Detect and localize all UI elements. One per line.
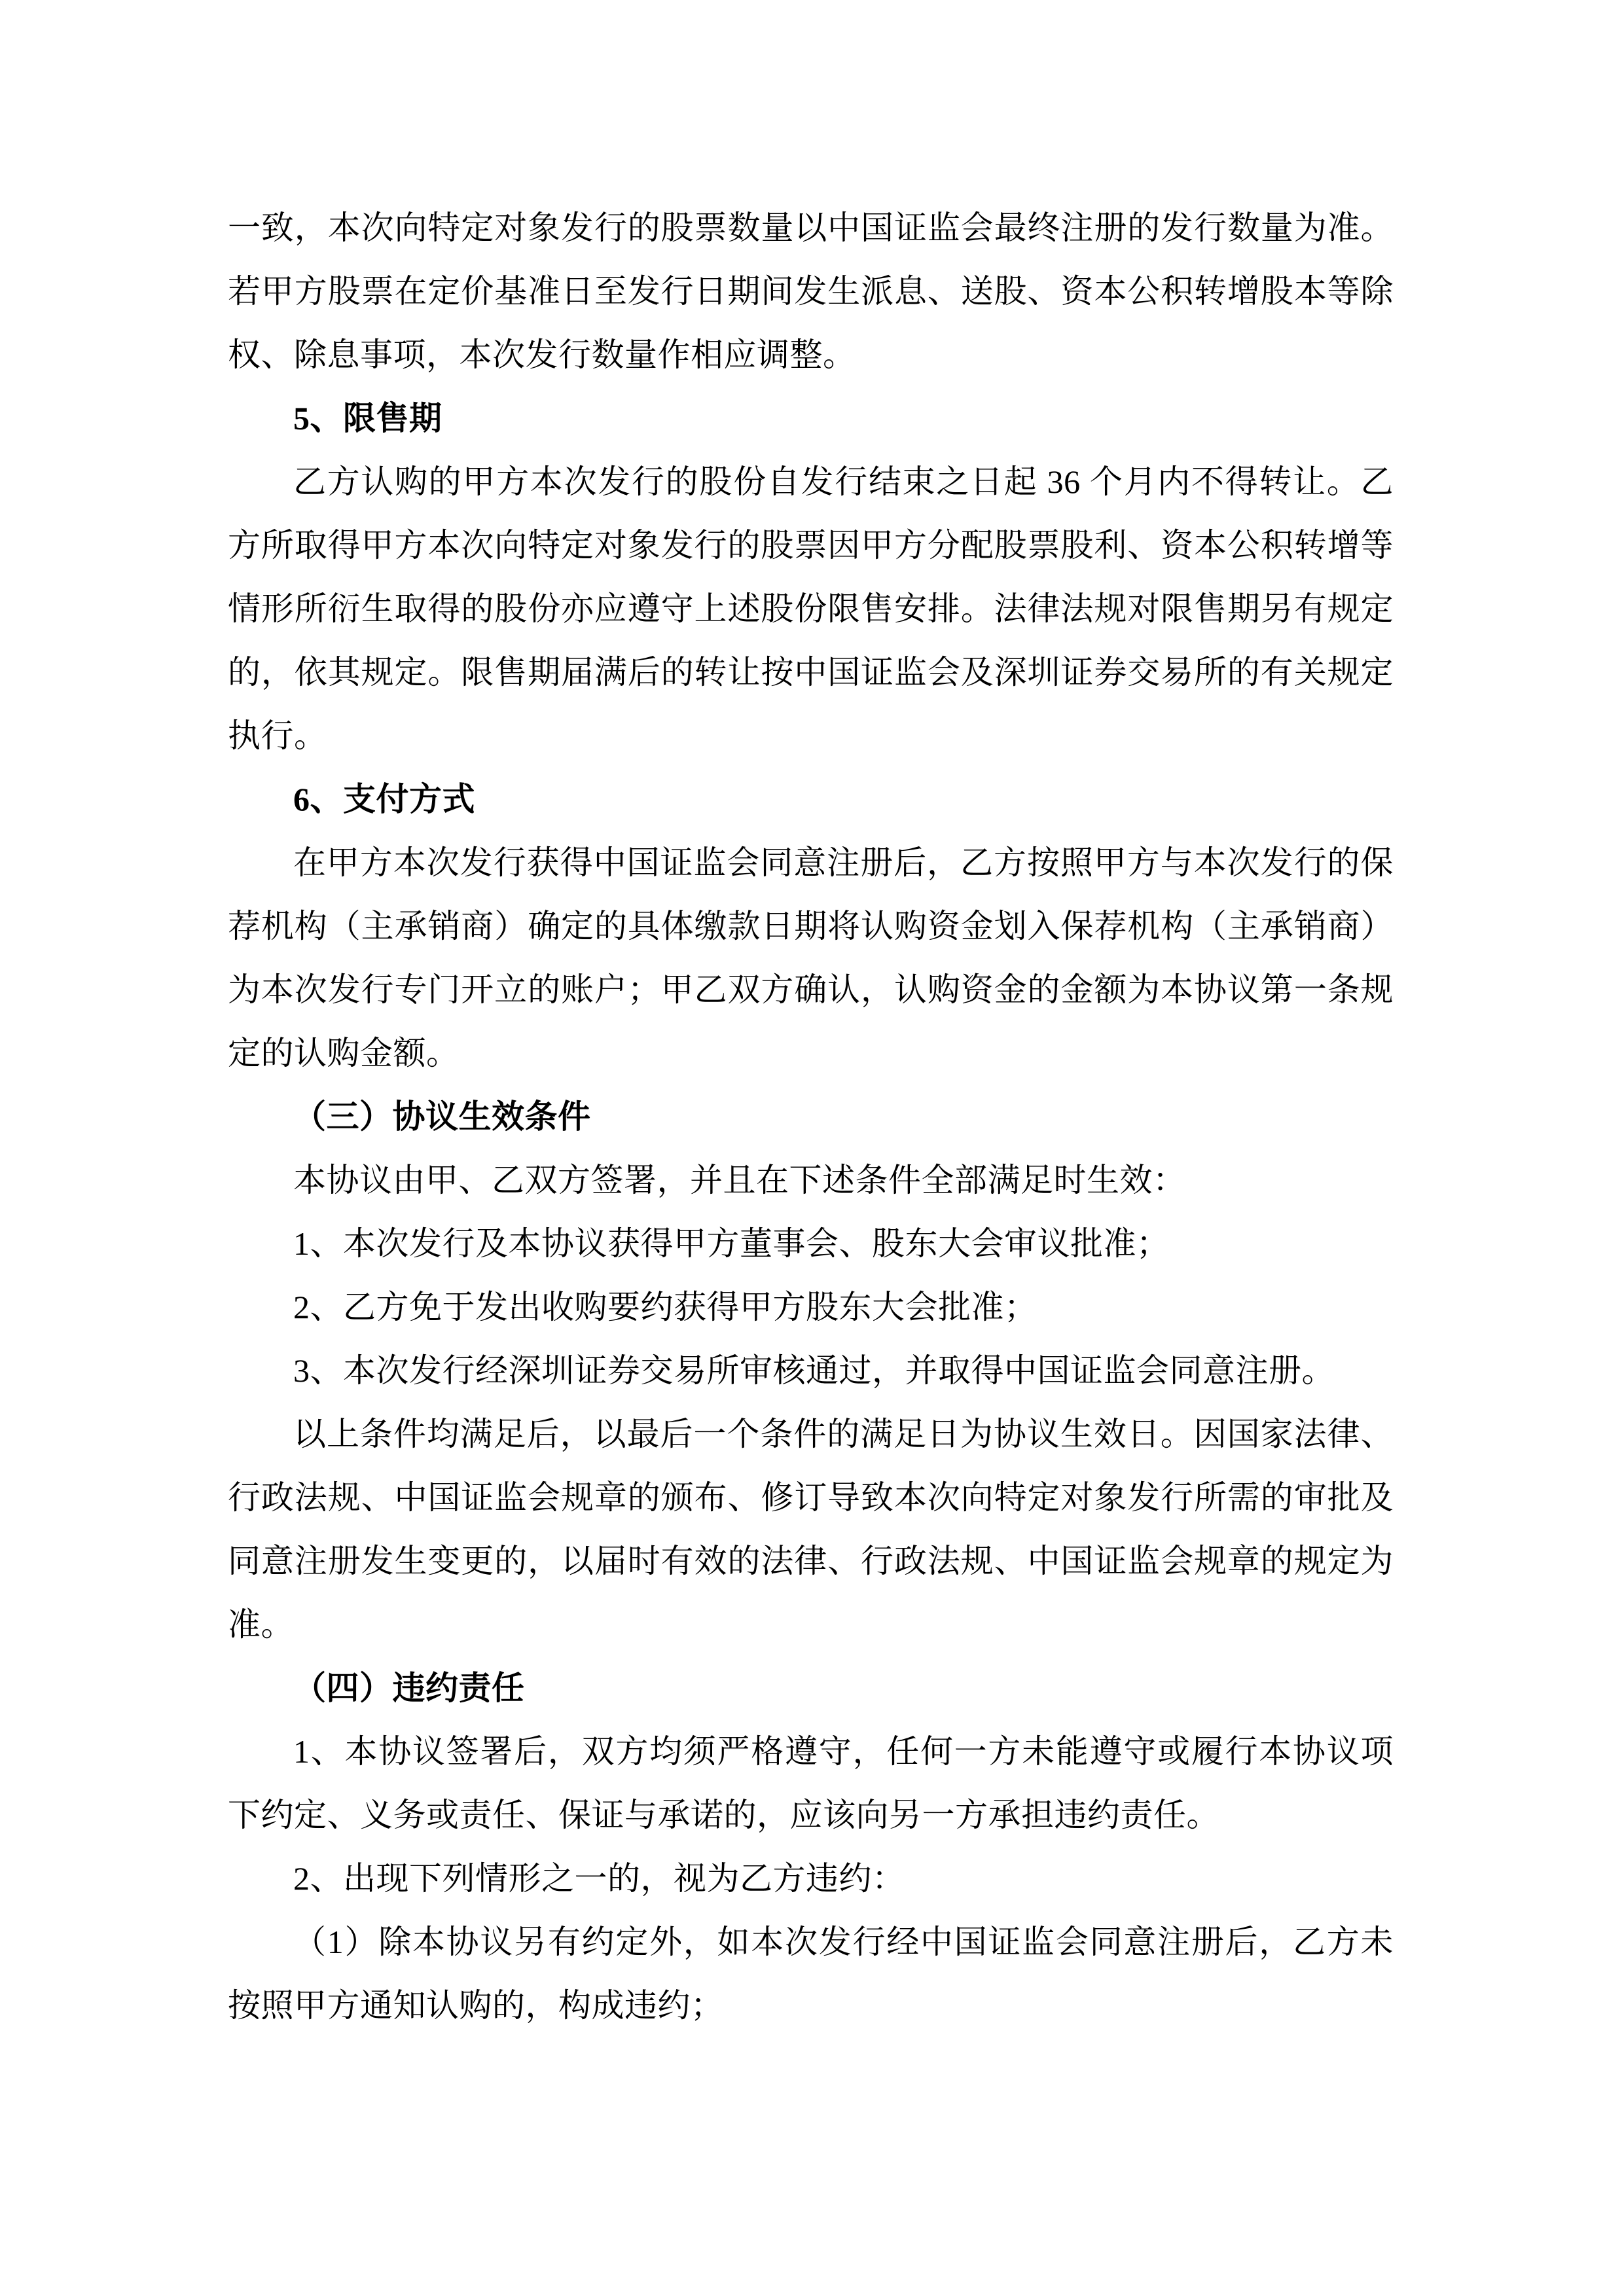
list-item-breach-1: 1、本协议签署后，双方均须严格遵守，任何一方未能遵守或履行本协议项下约定、义务或责任、保证与承诺的，应该向另一方承担违约责任。 xyxy=(228,1733,1394,1833)
heading-section3-effectiveness-conditions: （三）协议生效条件 xyxy=(293,1098,591,1135)
heading-6-payment-method: 6、支付方式 xyxy=(293,781,475,817)
paragraph-effectiveness-intro: 本协议由甲、乙双方签署，并且在下述条件全部满足时生效： xyxy=(293,1162,1186,1198)
paragraph-breach-case-1: （1）除本协议另有约定外，如本次发行经中国证监会同意注册后，乙方未按照甲方通知认购的，构成违约； xyxy=(228,1924,1394,2024)
list-item-breach-2: 2、出现下列情形之一的，视为乙方违约： xyxy=(293,1860,905,1897)
list-item-condition-2: 2、乙方免于发出收购要约获得甲方股东大会批准； xyxy=(293,1289,1038,1325)
list-item-condition-3: 3、本次发行经深圳证券交易所审核通过，并取得中国证监会同意注册。 xyxy=(293,1352,1335,1389)
paragraph-effectiveness-date: 以上条件均满足后，以最后一个条件的满足日为协议生效日。因国家法律、行政法规、中国证监会规章的颁布、修订导致本次向特定对象发行所需的审批及同意注册发生变更的，以届时有效的法律、行政法规、中国证监会规章的规定为准。 xyxy=(228,1416,1394,1643)
paragraph-payment-method: 在甲方本次发行获得中国证监会同意注册后，乙方按照甲方与本次发行的保荐机构（主承销商）确定的具体缴款日期将认购资金划入保荐机构（主承销商）为本次发行专门开立的账户；甲乙双方确认，认购资金的金额为本协议第一条规定的认购金额。 xyxy=(228,844,1394,1071)
paragraph-issue-quantity-continuation: 一致，本次向特定对象发行的股票数量以中国证监会最终注册的发行数量为准。若甲方股票在定价基准日至发行日期间发生派息、送股、资本公积转增股本等除权、除息事项，本次发行数量作相应调整。 xyxy=(228,209,1394,373)
heading-section4-breach-liability: （四）违约责任 xyxy=(293,1670,525,1706)
paragraph-lockup-terms: 乙方认购的甲方本次发行的股份自发行结束之日起 36 个月内不得转让。乙方所取得甲方本次向特定对象发行的股票因甲方分配股票股利、资本公积转增等情形所衍生取得的股份亦应遵守上述股份限售安排。法律法规对限售期另有规定的，依其规定。限售期届满后的转让按中国证监会及深圳证券交易所的有关规定执行。 xyxy=(228,463,1394,754)
list-item-condition-1: 1、本次发行及本协议获得甲方董事会、股东大会审议批准； xyxy=(293,1225,1170,1262)
heading-5-lockup-period: 5、限售期 xyxy=(293,400,442,437)
